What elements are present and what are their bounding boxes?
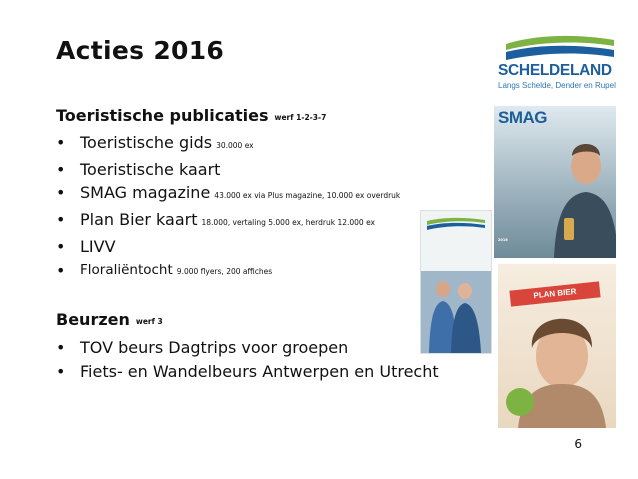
item-text: Fiets- en Wandelbeurs Antwerpen en Utrecht	[80, 361, 439, 381]
man-portrait-icon	[550, 126, 616, 258]
section-heading-publicaties	[56, 106, 326, 125]
section-note: werf 1-2-3-7	[274, 113, 327, 122]
publications-list	[56, 131, 400, 283]
item-text: Toeristische gids	[80, 133, 213, 152]
list-item	[56, 259, 400, 284]
smag-cover-image	[494, 106, 616, 258]
list-item	[56, 336, 439, 360]
slide-title: Acties 2016	[56, 36, 225, 65]
plan-bier-cover-image	[498, 264, 616, 428]
logo-wordmark	[498, 62, 622, 90]
section-heading-text: Beurzen	[56, 310, 130, 329]
section-heading-text: Toeristische publicaties	[56, 106, 269, 125]
item-text: Floraliëntocht	[80, 261, 173, 278]
item-text: Toeristische kaart	[80, 159, 221, 179]
plan-bier-banner: PLAN BIER	[509, 281, 600, 306]
list-item	[56, 360, 439, 384]
item-note: 18.000, vertaling 5.000 ex, herdruk 12.000 ex	[201, 218, 375, 228]
smag-cover-year: 2016	[498, 238, 508, 242]
list-item	[56, 235, 400, 259]
item-text: LIVV	[80, 236, 116, 256]
item-text: Plan Bier kaart	[80, 210, 198, 230]
logo-tagline: Langs Schelde, Dender en Rupel	[498, 81, 616, 90]
list-item	[56, 131, 400, 158]
smag-cover-title: SMAG	[498, 108, 547, 127]
list-item	[56, 208, 400, 235]
section-heading-beurzen	[56, 310, 163, 329]
item-note: 30.000 ex	[216, 141, 254, 150]
item-note: 9.000 flyers, 200 affiches	[176, 266, 273, 276]
item-note: 43.000 ex via Plus magazine, 10.000 ex overdruk	[214, 191, 401, 201]
list-item	[56, 181, 400, 208]
logo-name: SCHELDELAND	[498, 62, 612, 79]
section-note: werf 3	[135, 317, 163, 326]
item-text: SMAG magazine	[80, 183, 211, 203]
item-text: TOV beurs Dagtrips voor groepen	[80, 338, 349, 357]
fairs-list	[56, 336, 439, 383]
list-item	[56, 158, 400, 182]
page-number: 6	[574, 437, 582, 451]
couple-photo-icon	[421, 211, 491, 353]
tourist-guide-cover-image	[420, 210, 492, 354]
